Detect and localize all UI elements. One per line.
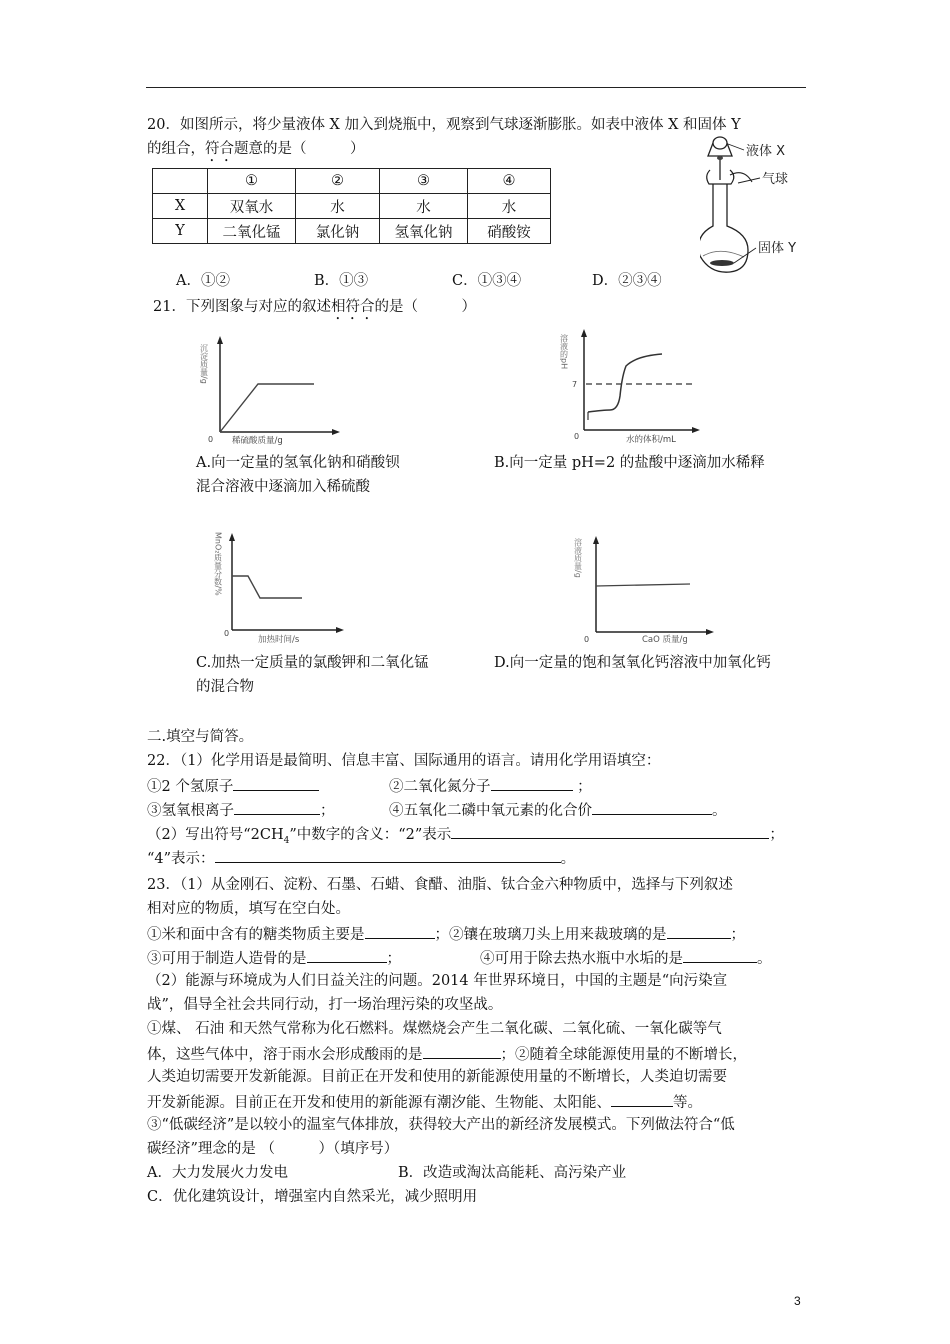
q22-item-1: ①2 个氢原子 [147,774,319,798]
graph-b-ylabel: 溶液的pH [560,334,569,370]
graph-d-caption-1: D.向一定量的饱和氢氧化钙溶液中加氧化钙 [494,655,771,671]
q22-part-2: （2）写出符号“$2CH_4$”中数字的含义：“2”表示 ； [147,822,784,852]
q20-option-c: C．①③④ [452,273,522,289]
q23-p1-line2: 体，这些气体中，溶于雨水会形成酸雨的是 ；②随着全球能源使用量的不断增长， [147,1042,747,1066]
graph-b-tick-7: 7 [572,380,578,389]
label-balloon: 气球 [762,172,789,187]
label-solid-y: 固体 Y [758,241,797,256]
table-row: Y 二氧化锰 氯化钠 氢氧化钠 硝酸铵 [153,219,551,244]
q23-part-2-line2: 战”，倡导全社会共同行动，打一场治理污染的攻坚战。 [147,997,503,1013]
q23-p1-line4: 开发新能源。目前正在开发和使用的新能源有潮汐能、生物能、太阳能、 等。 [147,1090,702,1114]
q22-item-3: ③氢氧根离子 ； [147,798,335,822]
q23-item-1: ①米和面中含有的糖类物质主要是 ；②镶在玻璃刀头上用来裁玻璃的是 ； [147,922,745,946]
q20-option-b: B．①③ [314,273,369,289]
graph-a-ylabel: 沉淀质量/g [199,344,209,384]
q20-emphasis: 符合 [205,141,234,157]
q22-item-4: ④五氧化二磷中氧元素的化合价 。 [389,798,727,822]
graph-a-caption-1: A.向一定量的氢氧化钠和硝酸钡 [196,455,400,471]
graph-b-caption-1: B.向一定量 pH=2 的盐酸中逐滴加水稀释 [494,455,765,471]
q23-line1: 23．（1）从金刚石、淀粉、石墨、石蜡、食醋、油脂、钛合金六种物质中，选择与下列叙述 [147,877,733,893]
header-rule [146,87,806,88]
graph-d-origin: 0 [584,635,590,644]
table-row: X 双氧水 水 水 水 [153,194,551,219]
graph-a-origin: 0 [208,435,214,444]
q23-line2: 相对应的物质，填写在空白处。 [147,901,350,917]
q20-line1: 20．如图所示，将少量液体 X 加入到烧瓶中，观察到气球逐渐膨胀。如表中液体 X 和固体 Y [147,117,741,133]
q21-emphasis: 相符合 [330,299,375,315]
graph-c-origin: 0 [224,629,230,638]
q23-part-2-line1: （2）能源与环境成为人们日益关注的问题。2014 年世界环境日，中国的主题是“向污染宣 [147,973,728,989]
q20-option-d: D．②③④ [592,273,662,289]
q20-line2: 的组合，符合题意的是（ ） [147,141,365,157]
section-2-title: 二.填空与简答。 [147,729,254,745]
flask-figure [700,130,812,280]
q23-p1-line1: ①煤、 石油 和天然气常称为化石燃料。煤燃烧会产生二氧化碳、二氧化硫、一氧化碳等气 [147,1021,722,1037]
label-liquid-x: 液体 X [746,144,786,159]
graph-c-caption-2: 的混合物 [196,679,254,695]
q23-item-3: ③可用于制造人造骨的是 ； [147,946,401,970]
graph-d-ylabel: 溶液质量/g [573,538,583,578]
table-row: ① ② ③ ④ [153,169,551,194]
q22-line1: 22．（1）化学用语是最简明、信息丰富、国际通用的语言。请用化学用语填空： [147,753,661,769]
graph-d-xlabel: CaO 质量/g [642,635,688,645]
graph-d [570,534,720,646]
graph-b [560,326,710,444]
q23-option-b: B．改造或淘汰高能耗、高污染产业 [398,1165,627,1181]
graph-a-xlabel: 稀硫酸质量/g [232,436,283,446]
q23-p3-line2: 碳经济”理念的是 （ ）（填序号） [147,1141,399,1157]
graph-c-xlabel: 加热时间/s [258,635,300,644]
q22-item-2: ②二氧化氮分子 ； [389,774,592,798]
q23-p1-line3: 人类迫切需要开发新能源。目前正在开发和使用的新能源使用量的不断增长，人类迫切需要 [147,1069,727,1085]
graph-c [196,530,346,644]
q23-item-4: ④可用于除去热水瓶中水垢的是 。 [480,946,772,970]
q23-option-c: C．优化建筑设计，增强室内自然采光，减少照明用 [147,1189,478,1205]
q22-part-2-line2: “4”表示： 。 [147,846,575,870]
graph-c-ylabel: MnO₂质量分数/% [213,532,223,596]
graph-b-xlabel: 水的体积/mL [626,435,676,444]
graph-a-caption-2: 混合溶液中逐滴加入稀硫酸 [196,479,370,495]
graph-b-origin: 0 [574,432,580,441]
q20-table [152,168,551,244]
graph-c-caption-1: C.加热一定质量的氯酸钾和二氧化锰 [196,655,429,671]
page-number: 3 [794,1294,801,1308]
q23-option-a: A．大力发展火力发电 [147,1165,288,1181]
q20-option-a: A．①② [176,273,230,289]
q23-p3-line1: ③“低碳经济”是以较小的温室气体排放，获得较大产出的新经济发展模式。下列做法符合“低 [147,1117,735,1133]
graph-a [196,334,346,446]
q21-stem: 21．下列图象与对应的叙述相符合的是（ ） [153,299,476,315]
